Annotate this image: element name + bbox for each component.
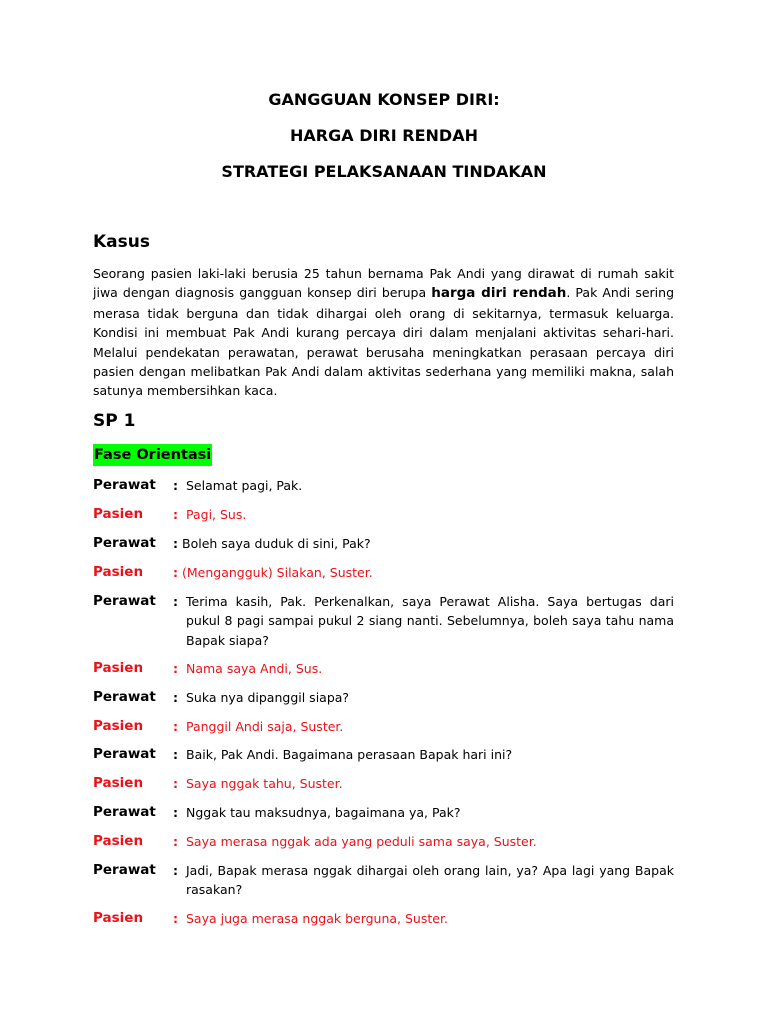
dialog-text: Saya juga merasa nggak berguna, Suster. [186,911,448,926]
kasus-highlight: harga diri rendah [431,285,567,302]
dialog-text: Selamat pagi, Pak. [186,478,303,493]
dialog-line [93,659,674,678]
speaker-label: Pasien [93,775,144,791]
dialog-text: Boleh saya duduk di sini, Pak? [182,536,371,551]
dialog-line [93,688,674,707]
dialog-line [93,803,674,822]
dialog-line [93,717,674,736]
phase-label: Fase Orientasi [93,444,212,466]
title-line-3: STRATEGI PELAKSANAAN TINDAKAN [221,162,547,181]
colon: : [173,776,178,791]
speaker-label: Pasien [93,564,144,580]
dialog-text: Suka nya dipanggil siapa? [186,690,350,705]
speaker-label: Pasien [93,506,144,522]
speaker-label: Perawat [93,593,156,609]
dialog-line [93,592,674,650]
colon: : [173,536,178,551]
dialog-text: (Mengangguk) Silakan, Suster. [182,565,373,580]
title-line-2: HARGA DIRI RENDAH [290,126,478,145]
colon: : [173,805,178,820]
dialog-text: Terima kasih, Pak. Perkenalkan, saya Perawat Alisha. Saya bertugas dari pukul 8 pagi sampai pukul 2 siang nanti. Sebelumnya, boleh saya tahu nama Bapak siapa? [186,594,674,648]
speaker-label: Perawat [93,477,156,493]
colon: : [173,661,178,676]
dialog-text: Jadi, Bapak merasa nggak dihargai oleh orang lain, ya? Apa lagi yang Bapak rasakan? [186,863,674,898]
colon: : [173,719,178,734]
dialog-line [93,476,674,495]
speaker-label: Pasien [93,910,144,926]
colon: : [173,478,178,493]
colon: : [173,747,178,762]
title-line-1: GANGGUAN KONSEP DIRI: [268,90,500,109]
dialog-text: Pagi, Sus. [186,507,247,522]
dialog-line [93,832,674,851]
speaker-label: Pasien [93,718,144,734]
speaker-label: Perawat [93,746,156,762]
kasus-text-2: . Pak Andi sering merasa tidak berguna dan tidak dihargai oleh orang di sekitarnya, termasuk keluarga. Kondisi ini membuat Pak Andi kurang percaya diri dalam menjalani aktivitas sehari-hari. Melalui pendekatan perawatan, perawat berusaha meningkatkan perasaan percaya diri pasien dengan melibatkan Pak Andi dalam aktivitas sederhana yang memiliki makna, salah satunya membersihkan kaca. [93,285,675,399]
dialog-line [93,534,674,553]
speaker-label: Perawat [93,689,156,705]
dialog-line [93,774,674,793]
colon: : [173,594,178,609]
dialog-text: Saya merasa nggak ada yang peduli sama saya, Suster. [186,834,537,849]
colon: : [173,690,178,705]
kasus-heading: Kasus [93,232,150,252]
colon: : [173,863,178,878]
dialog-text: Saya nggak tahu, Suster. [186,776,343,791]
kasus-text-1: Seorang pasien laki-laki berusia 25 tahun bernama Pak Andi yang dirawat di rumah sakit jiwa dengan diagnosis gangguan konsep diri berupa [93,266,674,301]
speaker-label: Pasien [93,833,144,849]
speaker-label: Perawat [93,862,156,878]
colon: : [173,507,178,522]
colon: : [173,565,178,580]
dialog-line [93,861,674,900]
dialog-line [93,909,674,928]
speaker-label: Pasien [93,660,144,676]
colon: : [173,834,178,849]
dialog-text: Nama saya Andi, Sus. [186,661,323,676]
kasus-paragraph [93,264,674,401]
colon: : [173,911,178,926]
speaker-label: Perawat [93,804,156,820]
dialog-text: Panggil Andi saja, Suster. [186,719,344,734]
dialog-line [93,505,674,524]
dialog-line [93,563,674,582]
speaker-label: Perawat [93,535,156,551]
dialog-text: Baik, Pak Andi. Bagaimana perasaan Bapak hari ini? [186,747,513,762]
sp-heading: SP 1 [93,411,136,431]
dialog-text: Nggak tau maksudnya, bagaimana ya, Pak? [186,805,461,820]
dialog-line [93,745,674,764]
